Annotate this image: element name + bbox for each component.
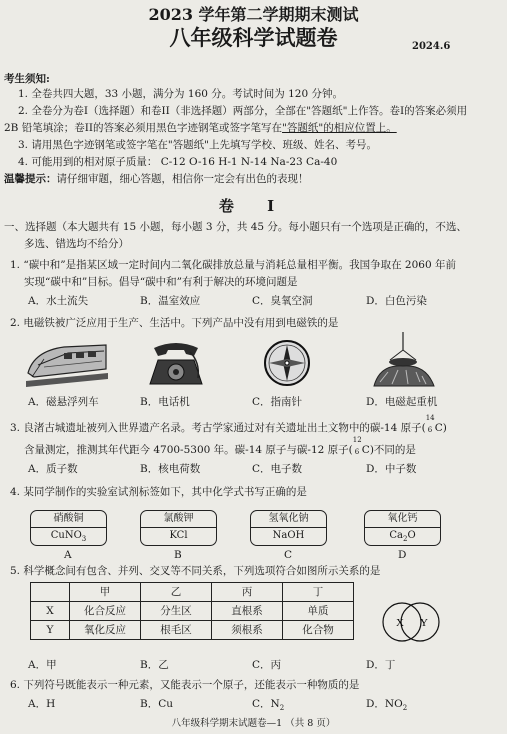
q6-option-d[interactable] [366, 697, 407, 714]
reagent-label-b-name: 氯酸钾 [141, 511, 216, 528]
compass-image [262, 336, 312, 392]
q5-line-1: 5. 科学概念间有包含、并列、交叉等不同关系，下列选项符合如图所示关系的是 [10, 565, 381, 577]
q3-option-c[interactable]: C．电子数 [252, 463, 303, 475]
q2-option-c[interactable]: C．指南针 [252, 396, 303, 408]
telephone-image [146, 338, 206, 394]
reagent-label-c[interactable] [250, 510, 327, 546]
reagent-label-d-formula [389, 530, 415, 541]
q1-line-2: 实现“碳中和”目标。倡导“碳中和”有利于解决的环境问题是 [24, 276, 298, 288]
q2-option-b[interactable]: B．电话机 [140, 396, 190, 408]
reagent-letter-b: B [174, 549, 182, 561]
q6-option-a[interactable]: A．H [28, 698, 56, 710]
q3-option-d[interactable]: D．中子数 [366, 463, 417, 475]
warm-tip-text: 请仔细审题，细心答题，相信你一定会有出色的表现！ [56, 173, 309, 185]
q2-option-d[interactable]: D．电磁起重机 [366, 396, 438, 408]
notice-line-2: 2. 全卷分为卷I（选择题）和卷II（非选择题）两部分，全部在"答题纸"上作答。卷I的答案必须用 [18, 105, 468, 117]
formula-d-sub: 2 [402, 535, 408, 543]
q6-line-1: 6. 下列符号既能表示一种元素，又能表示一个原子，还能表示一种物质的是 [10, 679, 360, 691]
q1-option-a[interactable]: A．水土流失 [28, 295, 89, 307]
venn-diagram [376, 598, 446, 650]
page-footer: 八年级科学期末试题卷—1 （共 8 页） [171, 718, 336, 729]
reagent-label-d[interactable] [364, 510, 441, 546]
exam-title-line2: 八年级科学试题卷 [169, 25, 338, 50]
exam-title-line1: 2023 学年第二学期期末测试 [148, 5, 359, 24]
q3-c12-element: C [361, 444, 370, 456]
table-cell: 分生区 [141, 602, 212, 621]
q5-option-b[interactable]: B．乙 [140, 659, 169, 671]
table-cell: 单质 [283, 602, 354, 621]
table-cell: 氧化反应 [70, 621, 141, 640]
q3-c14-mass: 14 [425, 414, 435, 422]
concept-relation-table [30, 582, 354, 640]
notice-line-5: 4. 可能用到的相对原子质量： C-12 O-16 H-1 N-14 Na-23 Ca-40 [18, 156, 338, 168]
q3-line-2a: 含量测定，推测其年代距今 4700-5300 年。碳-14 原子与碳-12 原子( [24, 444, 353, 456]
table-cell: X [31, 602, 70, 621]
q1-option-c[interactable]: C．臭氧空洞 [252, 295, 313, 307]
q3-line-2 [24, 436, 416, 457]
formula-a-sub: 3 [81, 535, 87, 543]
venn-label-x: X [396, 617, 404, 629]
reagent-label-b[interactable] [140, 510, 217, 546]
table-header-cell [31, 583, 70, 602]
reagent-label-a-formula [51, 530, 87, 541]
q2-option-a[interactable]: A．磁悬浮列车 [28, 396, 99, 408]
q3-option-b[interactable]: B．核电荷数 [140, 463, 201, 475]
notice-line-3 [4, 121, 397, 135]
table-header-cell: 丙 [212, 583, 283, 602]
q6-option-d-text: D．NO [366, 698, 403, 710]
q3-c12-number: 6 [354, 448, 360, 456]
reagent-letter-a: A [64, 549, 72, 561]
notice-line-3a: 2B 铅笔填涂；卷II的答案必须用黑色字迹钢笔或签字笔写在 [4, 122, 283, 134]
notice-line-1: 1. 全卷共四大题，33 小题，满分为 160 分。考试时间为 120 分钟。 [18, 88, 343, 100]
section-title: 卷 I [218, 197, 289, 215]
reagent-label-b-formula: KCl [169, 530, 188, 541]
q6-option-b[interactable]: B．Cu [140, 698, 174, 710]
table-header-cell: 乙 [141, 583, 212, 602]
q3-line-1 [10, 414, 447, 435]
q5-option-c[interactable]: C．丙 [252, 659, 282, 671]
q3-c12-mass: 12 [352, 436, 362, 444]
q6-option-c-sub: 2 [279, 704, 285, 713]
section-intro-2: 多选、错选均不给分） [24, 238, 129, 250]
q3-c14-number: 6 [427, 426, 433, 434]
q6-option-c-text: C．N [252, 698, 280, 710]
formula-a-main: CuNO [50, 530, 82, 541]
q2-line-1: 2. 电磁铁被广泛应用于生产、生活中。下列产品中没有用到电磁铁的是 [10, 317, 339, 329]
q1-option-b[interactable]: B．温室效应 [140, 295, 201, 307]
q1-option-d[interactable]: D．白色污染 [366, 295, 427, 307]
q3-isotope-c12 [352, 436, 362, 456]
table-row [31, 602, 354, 621]
table-cell: Y [31, 621, 70, 640]
table-cell: 化合物 [283, 621, 354, 640]
section-intro-1: 一、选择题（本大题共有 15 小题，每小题 3 分，共 45 分。每小题只有一个选项是正确的，不选、 [4, 221, 467, 233]
q6-option-d-sub: 2 [402, 704, 408, 713]
electromagnetic-crane-image [368, 332, 438, 394]
q5-option-d[interactable]: D．丁 [366, 659, 396, 671]
notice-heading: 考生须知: [4, 73, 50, 85]
table-cell: 根毛区 [141, 621, 212, 640]
formula-d-tail: O [407, 530, 416, 541]
table-cell: 直根系 [212, 602, 283, 621]
table-header-cell: 丁 [283, 583, 354, 602]
q3-isotope-c14 [425, 414, 435, 434]
table-row [31, 621, 354, 640]
q3-line-2b: )不同的是 [369, 444, 416, 456]
reagent-label-a[interactable] [30, 510, 107, 546]
q4-line-1: 4. 某同学制作的实验室试剂标签如下，其中化学式书写正确的是 [10, 486, 307, 498]
q6-option-c[interactable] [252, 697, 284, 714]
reagent-letter-d: D [398, 549, 407, 561]
reagent-label-d-name: 氧化钙 [365, 511, 440, 528]
venn-label-y: Y [420, 617, 428, 629]
reagent-label-a-name: 硝酸铜 [31, 511, 106, 528]
q3-option-a[interactable]: A．质子数 [28, 463, 78, 475]
reagent-label-c-formula: NaOH [272, 530, 305, 541]
notice-line-3b: "答题纸"的相应位置上。 [282, 122, 397, 134]
table-header-row [31, 583, 354, 602]
q1-line-1: 1. “碳中和”是指某区域一定时间内二氧化碳排放总量与消耗总量相平衡。我国争取在 2060 年前 [10, 259, 456, 271]
reagent-letter-c: C [284, 549, 293, 561]
exam-date: 2024.6 [412, 41, 451, 52]
warm-tip [4, 172, 309, 186]
table-cell: 化合反应 [70, 602, 141, 621]
reagent-label-c-name: 氢氧化钠 [251, 511, 326, 528]
q3-c14-element: C [434, 422, 443, 434]
table-header-cell: 甲 [70, 583, 141, 602]
q5-option-a[interactable]: A．甲 [28, 659, 57, 671]
notice-line-4: 3. 请用黑色字迹钢笔或签字笔在"答题纸"上先填写学校、班级、姓名、考号。 [18, 139, 378, 151]
formula-d-main: Ca [389, 530, 403, 541]
table-cell: 须根系 [212, 621, 283, 640]
q3-line-1-text: 3. 良渚古城遗址被列入世界遗产名录。考古学家通过对有关遗址出土文物中的碳-14 原子( [10, 422, 426, 434]
warm-tip-label: 温馨提示： [4, 173, 57, 185]
maglev-train-image [24, 339, 110, 393]
q3-c14-close: ) [442, 422, 447, 434]
